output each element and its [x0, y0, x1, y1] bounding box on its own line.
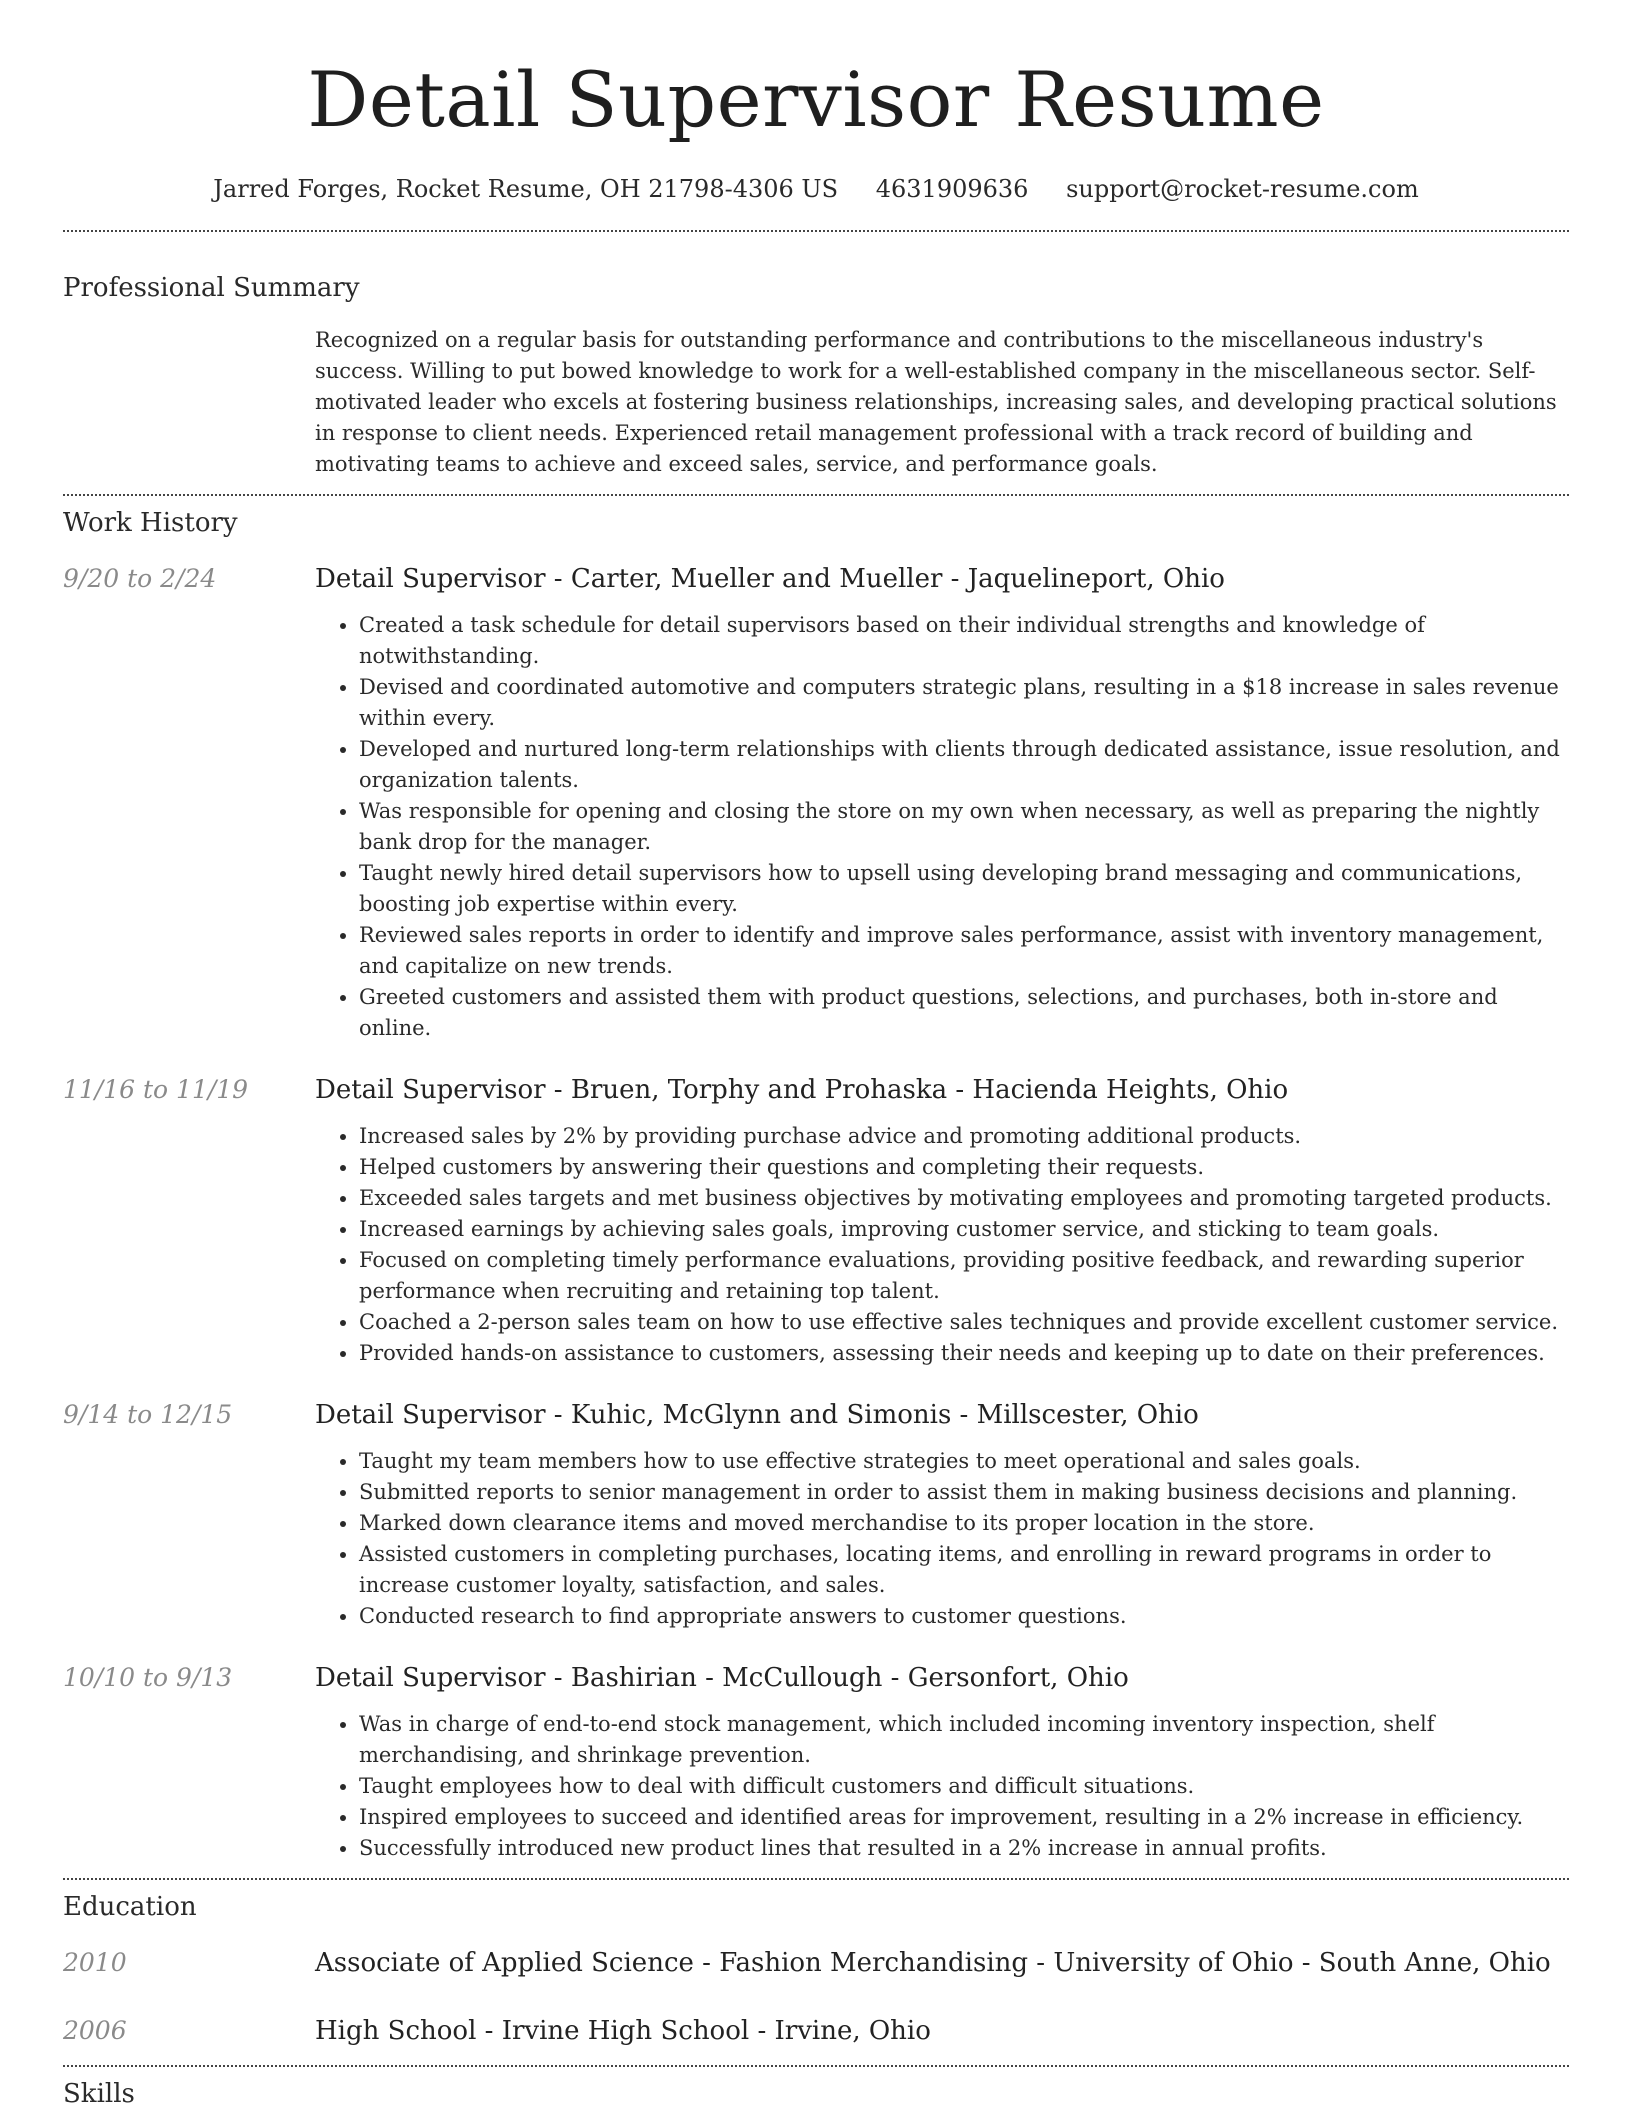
education-title: Associate of Applied Science - Fashion Merchandising - University of Ohio - South Anne, Ohio	[315, 1948, 1551, 1978]
job-title: Detail Supervisor - Bruen, Torphy and Prohaska - Hacienda Heights, Ohio	[315, 1075, 1289, 1105]
section-title-summary: Professional Summary	[63, 273, 360, 303]
job-dates: 9/20 to 2/24	[63, 564, 217, 593]
education-divider	[63, 2065, 1569, 2067]
job-bullets	[315, 1446, 1569, 1632]
education-year: 2010	[63, 1948, 127, 1977]
job-bullet: • Was responsible for opening and closing the store on my own when necessary, as well as preparing the nightly bank drop for the manager.	[359, 796, 1569, 858]
job-bullet: • Taught newly hired detail supervisors how to upsell using developing brand messaging and communications, boosting job expertise within every.	[359, 858, 1569, 920]
summary-spacer	[63, 325, 315, 480]
contact-email: support@rocket-resume.com	[1066, 175, 1419, 203]
job-dates: 9/14 to 12/15	[63, 1400, 233, 1429]
job-bullet: • Marked down clearance items and moved merchandise to its proper location in the store.	[359, 1508, 1569, 1539]
education-year: 2006	[63, 2016, 127, 2045]
job-bullet: • Developed and nurtured long-term relationships with clients through dedicated assistance, issue resolution, and organization talents.	[359, 734, 1569, 796]
job-title: Detail Supervisor - Kuhic, McGlynn and Simonis - Millscester, Ohio	[315, 1400, 1199, 1430]
work-divider	[63, 1878, 1569, 1880]
summary-row	[63, 325, 1569, 480]
job-bullet: • Taught employees how to deal with difficult customers and difficult situations.	[359, 1771, 1569, 1802]
summary-divider	[63, 494, 1569, 496]
job-bullet: • Increased sales by 2% by providing purchase advice and promoting additional products.	[359, 1121, 1569, 1152]
education-title: High School - Irvine High School - Irvine, Ohio	[315, 2016, 931, 2046]
header-divider	[63, 230, 1569, 232]
job-bullet: • Greeted customers and assisted them with product questions, selections, and purchases, both in-store and online.	[359, 982, 1569, 1044]
job-bullet: • Reviewed sales reports in order to identify and improve sales performance, assist with inventory management, and capitalize on new trends.	[359, 920, 1569, 982]
job-title: Detail Supervisor - Carter, Mueller and Mueller - Jaquelineport, Ohio	[315, 564, 1225, 594]
job-bullet: • Successfully introduced new product lines that resulted in a 2% increase in annual profits.	[359, 1833, 1569, 1864]
job-entry	[63, 1661, 1569, 1864]
job-bullet: • Increased earnings by achieving sales goals, improving customer service, and sticking to team goals.	[359, 1214, 1569, 1245]
job-bullets	[315, 610, 1569, 1044]
summary-text: Recognized on a regular basis for outstanding performance and contributions to the miscellaneous industry's success. Willing to put bowed knowledge to work for a well-established company in the miscellaneous sector. Self-motivated leader who excels at fostering business relationships, increasing sales, and developing practical solutions in response to client needs. Experienced retail management professional with a track record of building and motivating teams to achieve and exceed sales, service, and performance goals.	[315, 328, 1557, 476]
job-bullet: • Exceeded sales targets and met business objectives by motivating employees and promoting targeted products.	[359, 1183, 1569, 1214]
job-entry	[63, 1073, 1569, 1369]
resume-title: Detail Supervisor Resume	[307, 55, 1325, 144]
contact-phone: 4631909636	[875, 175, 1029, 203]
job-entry	[63, 1398, 1569, 1632]
section-title-education: Education	[63, 1892, 197, 1922]
job-dates: 11/16 to 11/19	[63, 1075, 249, 1104]
contact-line	[63, 172, 1569, 206]
education-entry	[63, 1946, 1569, 1980]
job-bullet: • Helped customers by answering their questions and completing their requests.	[359, 1152, 1569, 1183]
job-bullet: • Submitted reports to senior management in order to assist them in making business decisions and planning.	[359, 1477, 1569, 1508]
job-bullet: • Focused on completing timely performance evaluations, providing positive feedback, and rewarding superior performance when recruiting and retaining top talent.	[359, 1245, 1569, 1307]
job-bullet: • Was in charge of end-to-end stock management, which included incoming inventory inspection, shelf merchandising, and shrinkage prevention.	[359, 1709, 1569, 1771]
job-bullet: • Created a task schedule for detail supervisors based on their individual strengths and knowledge of notwithstanding.	[359, 610, 1569, 672]
job-entry	[63, 562, 1569, 1044]
job-bullets	[315, 1709, 1569, 1864]
section-title-skills: Skills	[63, 2079, 135, 2109]
job-bullets	[315, 1121, 1569, 1369]
job-bullet: • Taught my team members how to use effective strategies to meet operational and sales goals.	[359, 1446, 1569, 1477]
job-bullet: • Provided hands-on assistance to customers, assessing their needs and keeping up to date on their preferences.	[359, 1338, 1569, 1369]
contact-address: Jarred Forges, Rocket Resume, OH 21798-4306 US	[213, 175, 839, 203]
section-title-work-history: Work History	[63, 508, 238, 538]
job-bullet: • Assisted customers in completing purchases, locating items, and enrolling in reward programs in order to increase customer loyalty, satisfaction, and sales.	[359, 1539, 1569, 1601]
job-bullet: • Coached a 2-person sales team on how to use effective sales techniques and provide excellent customer service.	[359, 1307, 1569, 1338]
job-bullet: • Inspired employees to succeed and identified areas for improvement, resulting in a 2% increase in efficiency.	[359, 1802, 1569, 1833]
job-dates: 10/10 to 9/13	[63, 1663, 233, 1692]
job-bullet: • Devised and coordinated automotive and computers strategic plans, resulting in a $18 increase in sales revenue within every.	[359, 672, 1569, 734]
job-bullet: • Conducted research to find appropriate answers to customer questions.	[359, 1601, 1569, 1632]
job-title: Detail Supervisor - Bashirian - McCullough - Gersonfort, Ohio	[315, 1663, 1129, 1693]
education-entry	[63, 2014, 1569, 2048]
